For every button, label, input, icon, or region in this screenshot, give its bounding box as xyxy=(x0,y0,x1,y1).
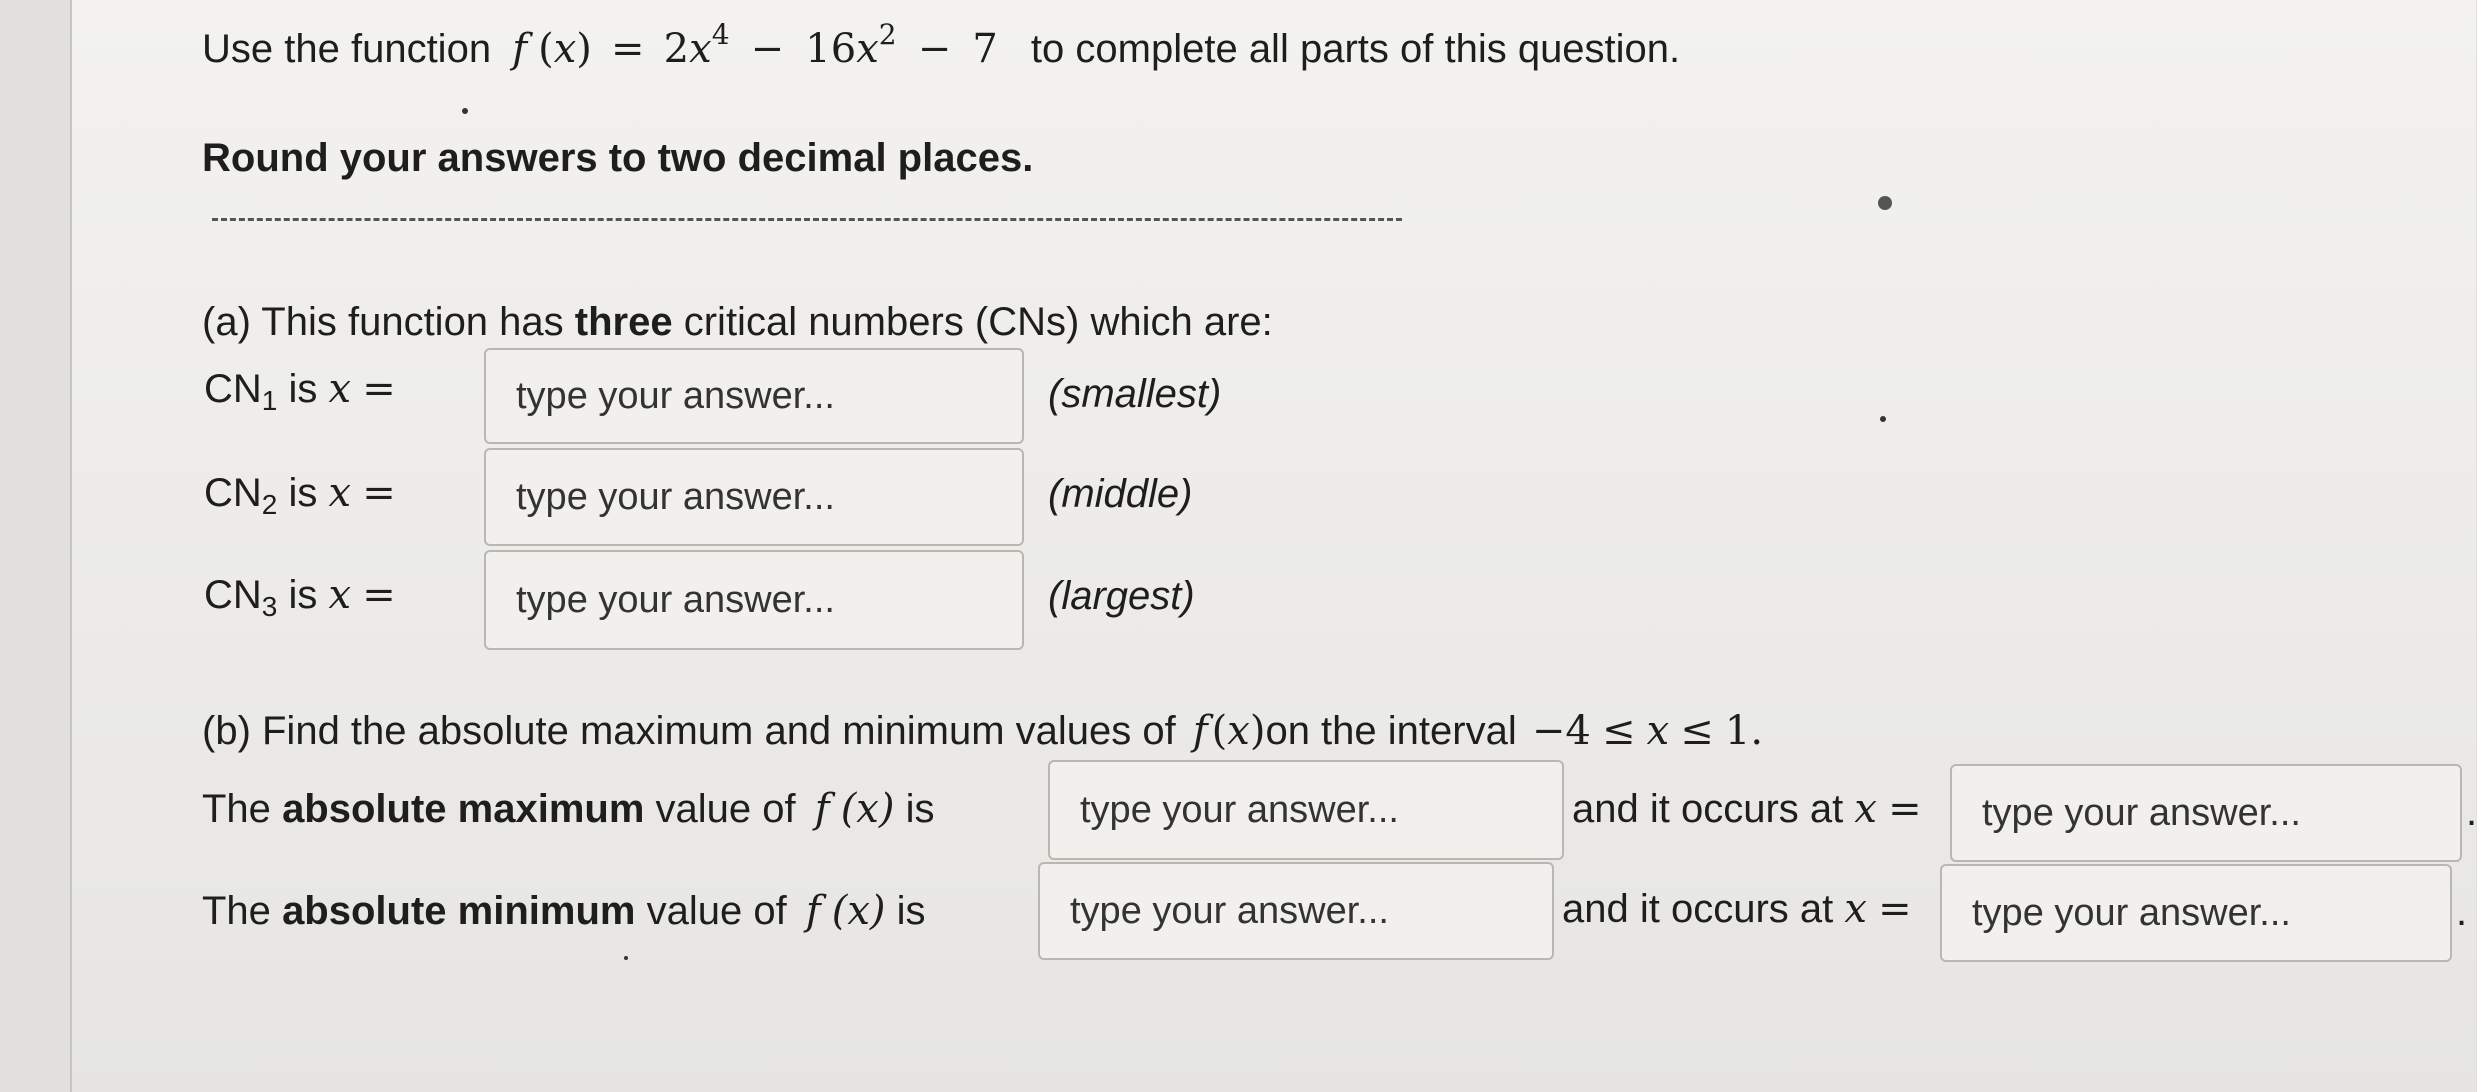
abs-min-location-placeholder: type your answer... xyxy=(1972,891,2291,934)
speck-2 xyxy=(1878,196,1892,210)
cn3-is: is xyxy=(288,573,318,617)
part-a-heading xyxy=(202,300,1273,345)
cn3-label xyxy=(204,572,396,623)
min-period: . xyxy=(2456,890,2468,934)
abs-min-value-placeholder: type your answer... xyxy=(1070,889,1389,932)
coef2: 16 xyxy=(805,26,857,72)
cn1-text: CN xyxy=(204,367,262,411)
part-a-bold: three xyxy=(574,300,673,344)
intro-line xyxy=(202,18,1680,72)
cn2-eq: = xyxy=(362,470,396,516)
min-f: f xyxy=(805,888,821,934)
exp1: 4 xyxy=(711,18,730,51)
part-b-rparen: ) xyxy=(1249,708,1266,754)
constant: 7 xyxy=(972,26,998,72)
cn3-placeholder: type your answer... xyxy=(516,578,835,621)
part-b-heading xyxy=(202,708,1763,754)
part-b-lead: (b) Find the absolute maximum and minimum values of xyxy=(202,709,1176,753)
rounding-note: Round your answers to two decimal places. xyxy=(202,136,1034,180)
cn3-input[interactable] xyxy=(484,550,1024,650)
cn1-input[interactable] xyxy=(484,348,1024,444)
cn2-label xyxy=(204,470,396,521)
exp2: 2 xyxy=(878,18,897,51)
speck-4 xyxy=(624,956,628,960)
min-the: The xyxy=(202,889,271,933)
minus1: − xyxy=(750,26,785,72)
le2: ≤ xyxy=(1680,708,1714,754)
max-arg: (x) xyxy=(840,786,895,832)
le1: ≤ xyxy=(1601,708,1636,754)
cn2-input[interactable] xyxy=(484,448,1024,546)
cn2-x: x xyxy=(328,470,352,516)
max-f: f xyxy=(814,786,830,832)
min-x: x xyxy=(1844,886,1867,932)
min-bold: absolute minimum xyxy=(282,889,636,933)
cn2-placeholder: type your answer... xyxy=(516,475,835,518)
min-eq: = xyxy=(1878,886,1912,932)
cn3-eq: = xyxy=(362,572,396,618)
question-page xyxy=(70,0,2476,1092)
cn2-qualifier: (middle) xyxy=(1048,472,1193,516)
cn3-x: x xyxy=(328,572,352,618)
speck-1 xyxy=(462,108,468,114)
part-a-lead: (a) This function has xyxy=(202,300,564,344)
max-bold: absolute maximum xyxy=(282,787,645,831)
x-term2: x xyxy=(856,26,879,72)
part-a-tail: critical numbers (CNs) which are: xyxy=(683,300,1273,344)
intro-prefix: Use the function xyxy=(202,27,492,71)
max-occurs-label xyxy=(1572,786,1922,832)
coef1: 2 xyxy=(663,26,690,72)
max-is: is xyxy=(905,787,935,831)
function-f: f xyxy=(512,26,527,72)
cn2-text: CN xyxy=(204,471,262,515)
cn3-qualifier: (largest) xyxy=(1048,574,1195,618)
max-row-label xyxy=(202,786,934,832)
interval-end: 1 xyxy=(1724,708,1751,754)
min-is: is xyxy=(896,889,926,933)
max-the: The xyxy=(202,787,271,831)
cn2-is: is xyxy=(288,471,318,515)
abs-max-value-input[interactable] xyxy=(1048,760,1564,860)
part-b-f: f xyxy=(1192,708,1208,754)
max-x: x xyxy=(1854,786,1877,832)
intro-suffix: to complete all parts of this question. xyxy=(1030,27,1681,71)
rparen: ) xyxy=(576,26,592,72)
minus2: − xyxy=(917,26,952,72)
abs-max-location-placeholder: type your answer... xyxy=(1982,791,2301,834)
part-b-lparen: ( xyxy=(1211,708,1228,754)
abs-max-location-input[interactable] xyxy=(1950,764,2462,862)
cn1-qualifier: (smallest) xyxy=(1048,372,1222,416)
cn1-placeholder: type your answer... xyxy=(516,374,835,417)
cn1-sub: 1 xyxy=(261,385,278,416)
lparen: ( xyxy=(538,26,554,72)
cn1-label xyxy=(204,366,396,417)
interval-x: x xyxy=(1646,708,1670,754)
min-value-of: value of xyxy=(646,889,787,933)
cn3-text: CN xyxy=(204,573,262,617)
min-occurs-label xyxy=(1562,886,1912,932)
max-period: . xyxy=(2466,790,2477,834)
part-b-mid: on the interval xyxy=(1265,709,1517,753)
abs-min-location-input[interactable] xyxy=(1940,864,2452,962)
speck-3 xyxy=(1880,416,1886,422)
cn1-eq: = xyxy=(362,366,396,412)
part-b-period: . xyxy=(1750,708,1764,754)
max-eq: = xyxy=(1888,786,1922,832)
min-arg: (x) xyxy=(831,888,886,934)
cn3-sub: 3 xyxy=(261,591,278,622)
abs-max-value-placeholder: type your answer... xyxy=(1080,788,1399,831)
interval-start: −4 xyxy=(1531,708,1591,754)
part-b-var: x xyxy=(1227,708,1250,754)
cn2-sub: 2 xyxy=(261,489,278,520)
max-occurs: and it occurs at xyxy=(1572,787,1844,831)
min-row-label xyxy=(202,888,926,934)
equals: = xyxy=(611,26,645,72)
divider xyxy=(212,218,1402,221)
cn1-x: x xyxy=(328,366,352,412)
abs-min-value-input[interactable] xyxy=(1038,862,1554,960)
x-term1: x xyxy=(689,26,712,72)
max-value-of: value of xyxy=(655,787,796,831)
function-var: x xyxy=(553,26,577,72)
min-occurs: and it occurs at xyxy=(1562,887,1834,931)
cn1-is: is xyxy=(288,367,318,411)
